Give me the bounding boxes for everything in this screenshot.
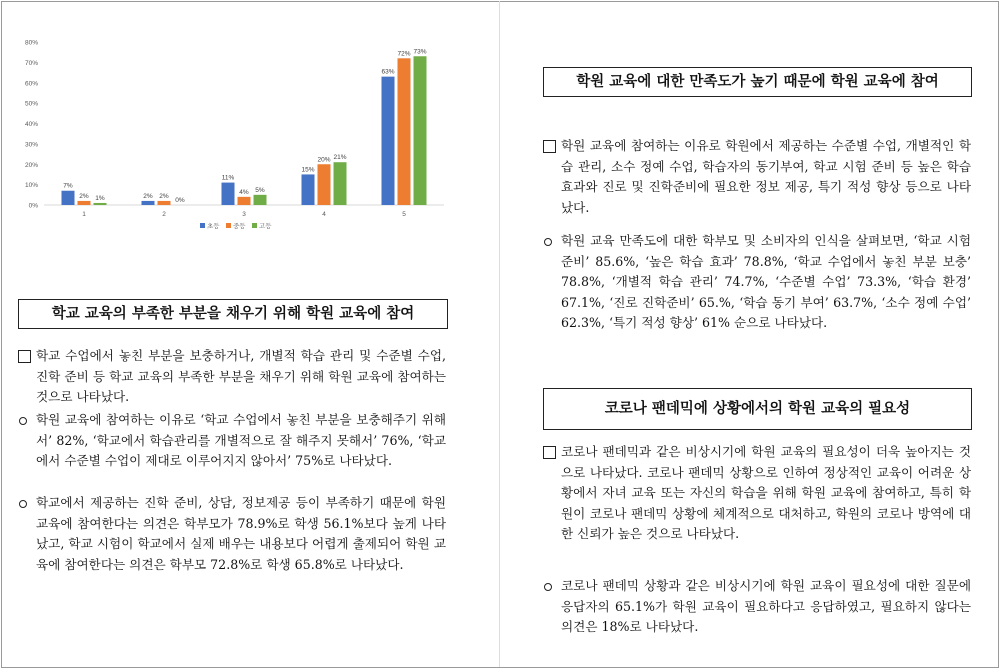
data-label: 21% <box>333 154 347 162</box>
data-label: 4% <box>239 188 249 196</box>
right-paragraph-3 <box>543 442 971 545</box>
bar-초등-1 <box>62 191 75 205</box>
data-label: 73% <box>413 48 427 56</box>
legend-swatch <box>200 223 205 228</box>
legend-label: 중등 <box>233 223 246 230</box>
square-bullet-icon <box>18 346 31 370</box>
bar-초등-3 <box>222 183 235 205</box>
right-paragraph-3-text: 코로나 팬데믹과 같은 비상시기에 학원 교육의 필요성이 더욱 높아지는 것으로 나타났다. 코로나 팬데믹 상황으로 인하여 정상적인 교육이 어려운 상황에서 자녀 교육 또는 자신의 학습을 위해 학원 교육에 참여하고, 특히 학원이 코로나 팬데믹 상황에 체계적으로 대처하고, 학원의 코로나 방역에 대한 신뢰가 높은 것으로 나타났다. <box>561 444 971 541</box>
circle-bullet-icon <box>543 576 552 598</box>
right-paragraph-4 <box>543 576 971 638</box>
bar-중등-1 <box>78 201 91 205</box>
square-bullet-icon <box>543 442 556 466</box>
data-label: 0% <box>175 197 185 204</box>
legend-label: 초등 <box>207 223 220 230</box>
bar-chart <box>14 32 454 242</box>
right-paragraph-2 <box>543 231 971 334</box>
bar-중등-2 <box>158 201 171 205</box>
y-tick-label: 20% <box>24 161 38 169</box>
x-tick-label: 4 <box>322 211 326 218</box>
y-tick-label: 30% <box>24 141 38 149</box>
bar-중등-4 <box>318 164 331 205</box>
data-label: 2% <box>143 192 153 200</box>
y-tick-label: 0% <box>28 202 38 210</box>
data-label: 72% <box>397 50 411 58</box>
left-paragraph-2 <box>18 410 446 472</box>
y-tick-label: 10% <box>24 182 38 190</box>
right-paragraph-1 <box>543 136 971 218</box>
right-heading-2: 코로나 팬데믹에 상황에서의 학원 교육의 필요성 <box>543 388 972 430</box>
left-paragraph-1-text: 학교 수업에서 놓친 부분을 보충하거나, 개별적 학습 관리 및 수준별 수업, 진학 준비 등 학교 교육의 부족한 부분을 채우기 위해 학원 교육에 참여하는 것으로 나타났다. <box>36 348 446 404</box>
right-paragraph-4-text: 코로나 팬데믹 상황과 같은 비상시기에 학원 교육이 필요성에 대한 질문에 응답자의 65.1%가 학원 교육이 필요하다고 응답하였고, 필요하지 않다는 의견은 18%로 나타났다. <box>561 578 971 634</box>
y-tick-label: 80% <box>24 39 38 47</box>
data-label: 20% <box>317 156 331 164</box>
data-label: 2% <box>159 192 169 200</box>
data-label: 11% <box>221 174 235 182</box>
right-paragraph-2-text: 학원 교육 만족도에 대한 학부모 및 소비자의 인식을 살펴보면, ‘학교 시험 준비’ 85.6%, ‘높은 학습 효과’ 78.8%, ‘학교 수업에서 놓친 부분 보충’ 78.8%, ‘개별적 학습 관리’ 74.7%, ‘수준별 수업’ 73.3%, ‘학습 환경’ 67.1%, ‘진로 진학준비’ 65.%, ‘학습 동기 부여’ 63.7%, ‘소수 정예 수업’ 62.3%, ‘특기 적성 향상’ 61% 순으로 나타났다. <box>561 233 971 330</box>
left-heading: 학교 교육의 부족한 부분을 채우기 위해 학원 교육에 참여 <box>18 299 448 329</box>
right-heading-1: 학원 교육에 대한 만족도가 높기 때문에 학원 교육에 참여 <box>543 67 972 97</box>
bar-중등-5 <box>398 58 411 205</box>
x-tick-label: 1 <box>82 211 86 218</box>
x-tick-label: 3 <box>242 211 246 218</box>
data-label: 5% <box>255 186 265 194</box>
data-label: 63% <box>381 68 395 76</box>
bar-고등-3 <box>254 195 267 205</box>
bar-초등-5 <box>382 77 395 205</box>
bar-고등-4 <box>334 162 347 205</box>
circle-bullet-icon <box>18 410 27 432</box>
circle-bullet-icon <box>18 493 27 515</box>
y-tick-label: 40% <box>24 121 38 128</box>
y-tick-label: 70% <box>24 59 38 67</box>
x-tick-label: 5 <box>402 211 406 218</box>
y-tick-label: 60% <box>24 80 38 88</box>
data-label: 7% <box>63 182 73 190</box>
bar-초등-4 <box>302 174 315 205</box>
legend-label: 고등 <box>259 223 272 230</box>
left-paragraph-1 <box>18 346 446 408</box>
square-bullet-icon <box>543 136 556 160</box>
left-paragraph-2-text: 학원 교육에 참여하는 이유로 ‘학교 수업에서 놓친 부분을 보충해주기 위해서’ 82%, ‘학교에서 학습관리를 개별적으로 잘 해주지 못해서’ 76%, ‘학교에서 수준별 수업이 제대로 이루어지지 않아서’ 75%로 나타났다. <box>36 412 446 468</box>
right-paragraph-1-text: 학원 교육에 참여하는 이유로 학원에서 제공하는 수준별 수업, 개별적인 학습 관리, 소수 정예 수업, 학습자의 동기부여, 학교 시험 준비 등 높은 학습 효과와 진로 및 진학준비에 필요한 정보 제공, 특기 적성 향상 등으로 나타났다. <box>561 138 971 215</box>
y-tick-label: 50% <box>24 100 38 108</box>
bar-초등-2 <box>142 201 155 205</box>
x-tick-label: 2 <box>162 211 166 218</box>
data-label: 15% <box>301 166 315 174</box>
bar-고등-5 <box>414 56 427 205</box>
legend-swatch <box>226 223 231 228</box>
data-label: 1% <box>95 194 105 202</box>
left-paragraph-3 <box>18 493 446 575</box>
circle-bullet-icon <box>543 231 552 253</box>
bar-고등-1 <box>94 203 107 205</box>
bar-중등-3 <box>238 197 251 205</box>
left-paragraph-3-text: 학교에서 제공하는 진학 준비, 상담, 정보제공 등이 부족하기 때문에 학원 교육에 참여한다는 의견은 학부모가 78.9%로 학생 56.1%보다 높게 나타났고, 학교 시험이 학교에서 실제 배우는 내용보다 어렵게 출제되어 학원 교육에 참여한다는 의견은 학부모 72.8%로 학생 65.8%로 나타났다. <box>36 495 446 572</box>
legend-swatch <box>252 223 257 228</box>
data-label: 2% <box>79 192 89 200</box>
column-divider <box>499 1 500 667</box>
